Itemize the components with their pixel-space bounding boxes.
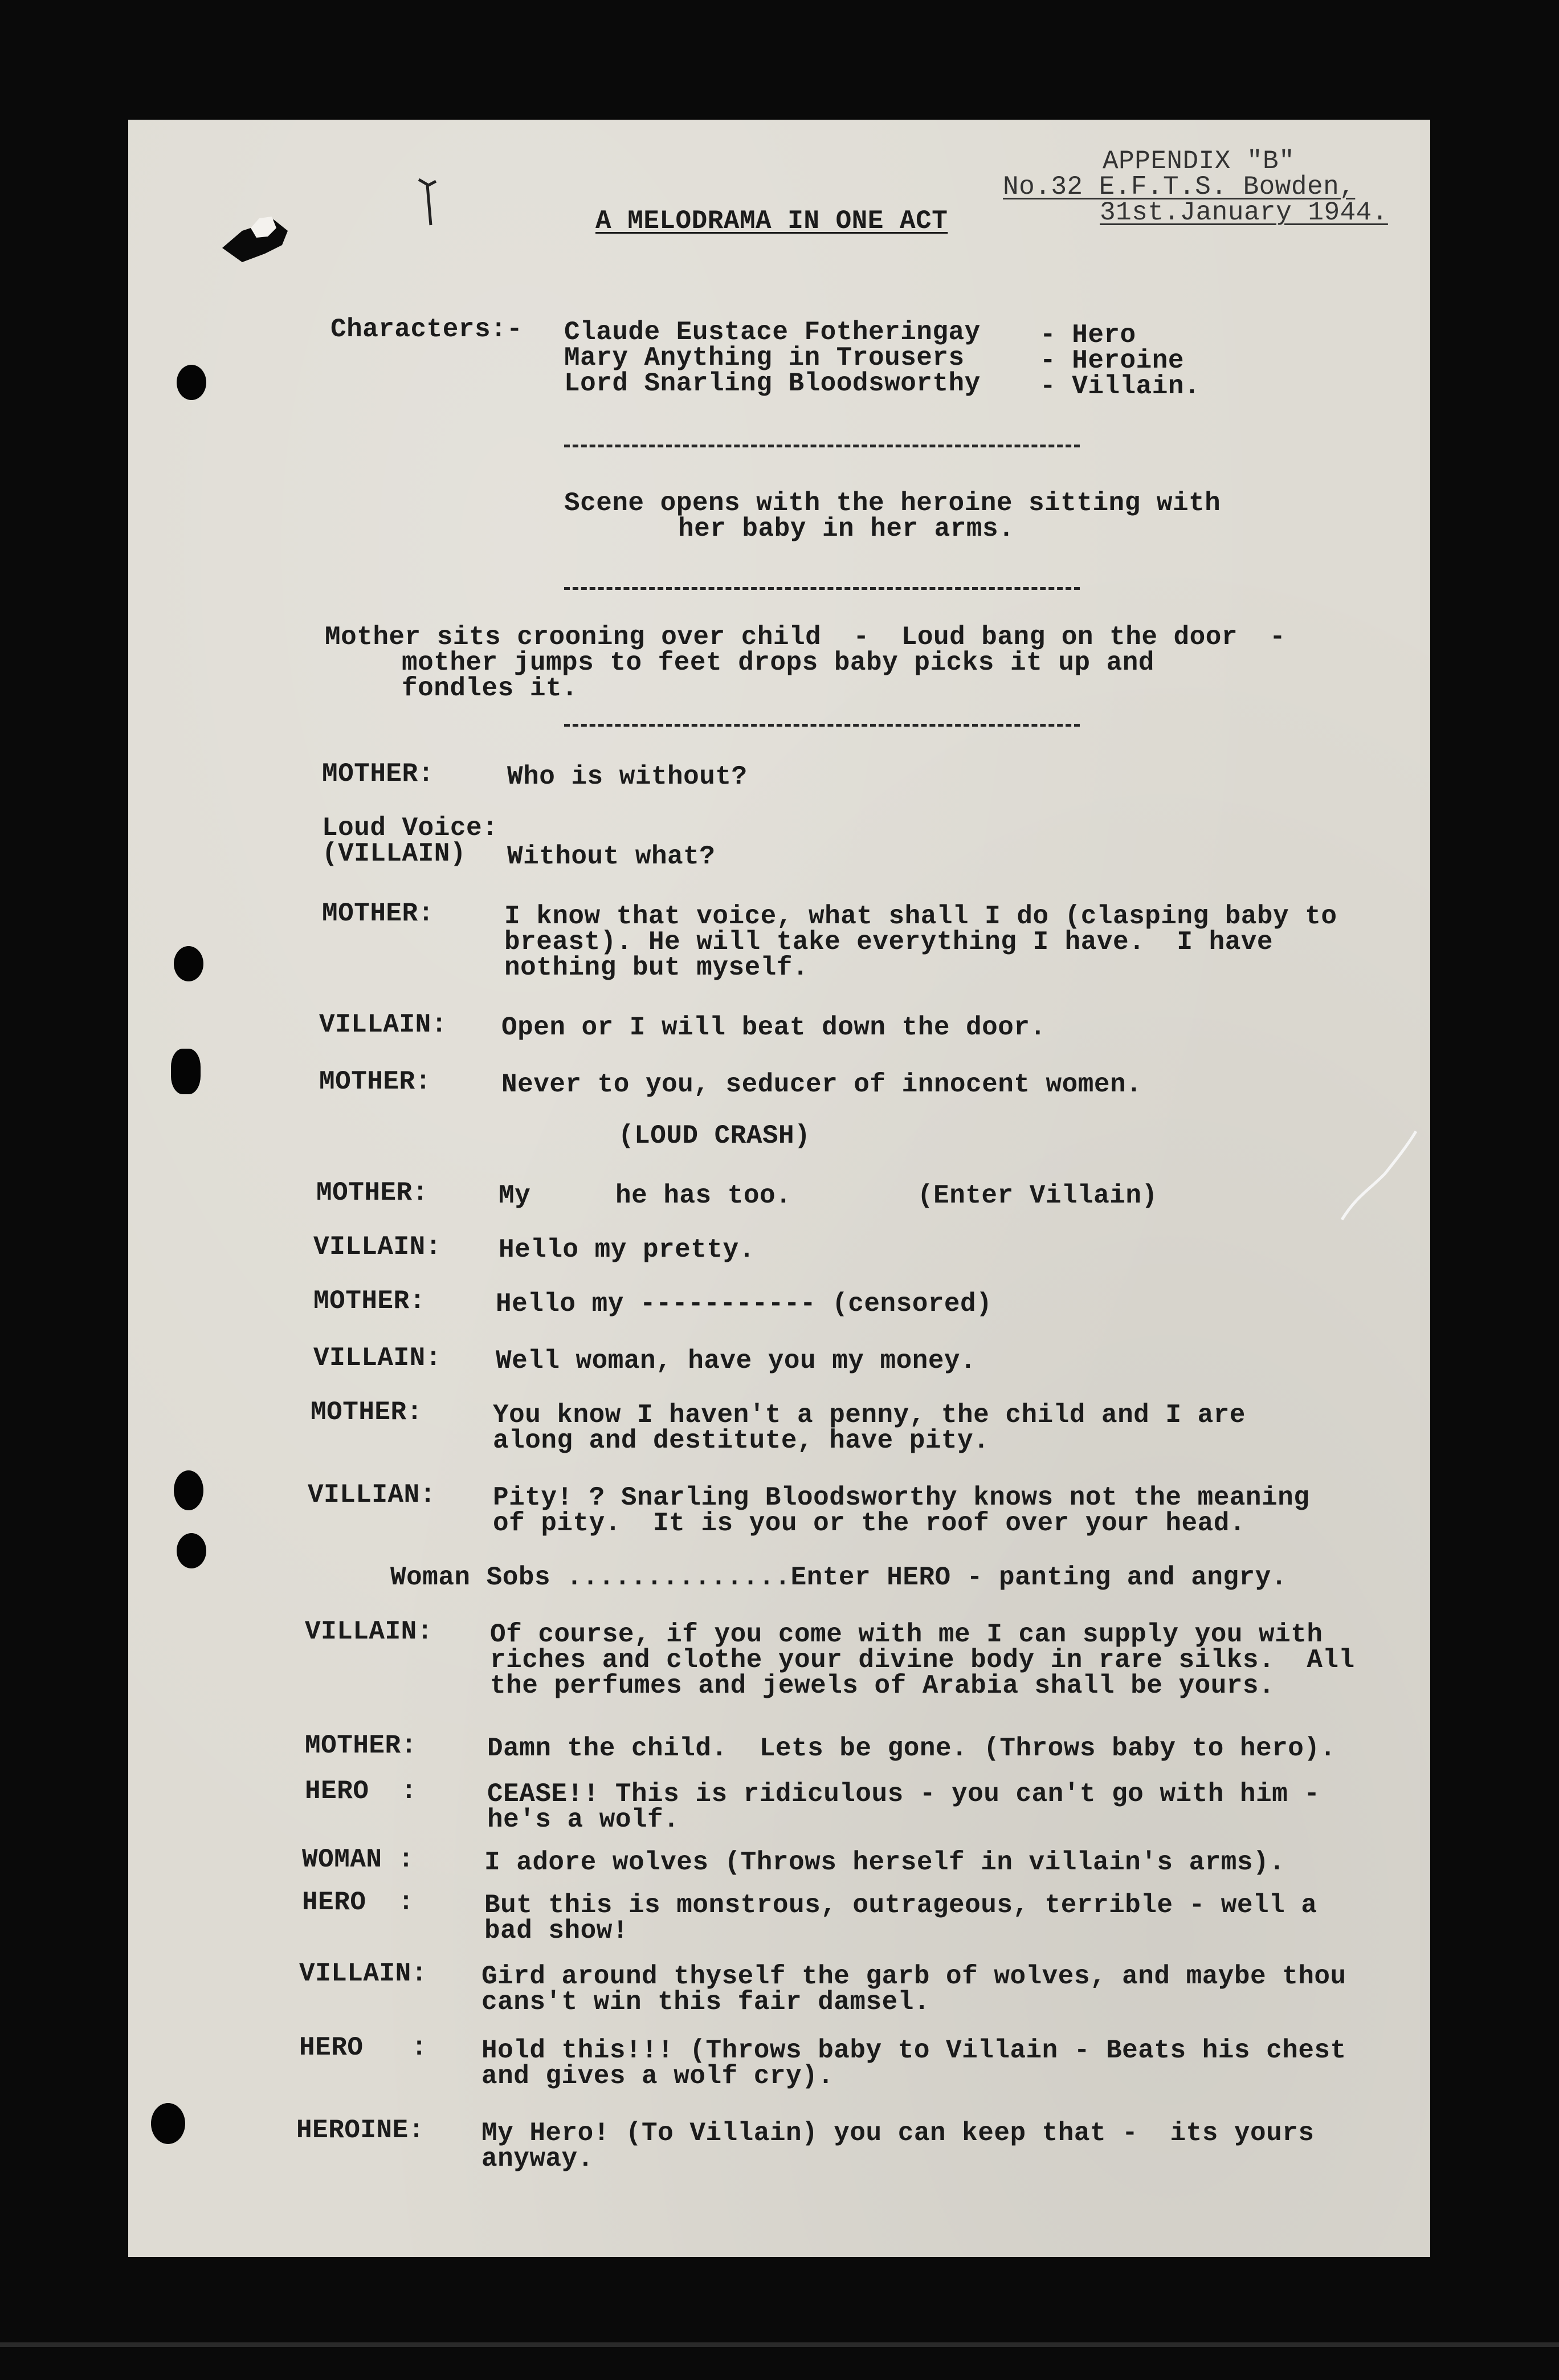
divider — [564, 445, 1080, 447]
speaker-label: (VILLAIN) — [322, 839, 466, 869]
document-page — [128, 120, 1430, 2257]
characters-label: Characters:- — [330, 315, 523, 344]
speaker-label: WOMAN : — [302, 1845, 414, 1874]
speaker-label: MOTHER: — [322, 899, 434, 928]
dialogue-line: You know I haven't a penny, the child and I are — [493, 1400, 1246, 1430]
dialogue-line: Hold this!!! (Throws baby to Villain - Beats his chest — [481, 2036, 1346, 2065]
divider — [564, 724, 1080, 727]
speaker-label: VILLAIN: — [299, 1959, 427, 1988]
dialogue-line: Open or I will beat down the door. — [501, 1013, 1046, 1042]
speaker-label: MOTHER: — [311, 1397, 423, 1427]
dialogue-line: My Hero! (To Villain) you can keep that - its yours — [481, 2118, 1315, 2148]
pen-stroke-mark — [416, 177, 439, 228]
punch-hole — [151, 2103, 185, 2144]
character-name: Lord Snarling Bloodsworthy — [564, 369, 981, 398]
punch-hole — [174, 1470, 203, 1510]
scratch-mark — [1339, 1128, 1419, 1225]
speaker-label: MOTHER: — [322, 759, 434, 789]
speaker-label: VILLAIN: — [305, 1617, 433, 1647]
dialogue-line: Damn the child. Lets be gone. (Throws baby to hero). — [487, 1734, 1336, 1763]
dialogue-line: riches and clothe your divine body in rare silks. All — [490, 1645, 1355, 1675]
dialogue-line: he's a wolf. — [487, 1805, 680, 1835]
stage-direction: mother jumps to feet drops baby picks it up and — [402, 648, 1154, 678]
stage-direction: fondles it. — [402, 674, 578, 703]
dialogue-line: Hello my pretty. — [499, 1235, 755, 1265]
dialogue-line: and gives a wolf cry). — [481, 2061, 834, 2091]
dialogue-line: Without what? — [507, 842, 716, 871]
dialogue-line: Who is without? — [507, 762, 748, 792]
document-date: 31st.January 1944. — [1100, 198, 1388, 227]
speaker-label: HERO : — [299, 2033, 427, 2063]
character-role: - Hero — [1040, 320, 1136, 350]
dialogue-line: Hello my ----------- (censored) — [496, 1289, 993, 1319]
character-name: Claude Eustace Fotheringay — [564, 317, 981, 347]
dialogue-line: nothing but myself. — [504, 953, 809, 983]
dialogue-line: Never to you, seducer of innocent women. — [501, 1070, 1142, 1099]
speaker-label: MOTHER: — [313, 1286, 426, 1316]
speaker-label: MOTHER: — [316, 1178, 428, 1208]
speaker-label: VILLAIN: — [319, 1010, 447, 1040]
dialogue-line: CEASE!! This is ridiculous - you can't go with him - — [487, 1779, 1320, 1809]
speaker-label: VILLAIN: — [313, 1343, 442, 1373]
speaker-label: VILLAIN: — [313, 1232, 442, 1262]
stage-direction: Woman Sobs ..............Enter HERO - panting and angry. — [390, 1563, 1287, 1592]
speaker-label: HERO : — [302, 1888, 414, 1917]
dialogue-line: I adore wolves (Throws herself in villain's arms). — [484, 1848, 1285, 1877]
speaker-label: Loud Voice: — [322, 813, 499, 843]
speaker-label: VILLIAN: — [308, 1480, 436, 1510]
character-role: - Villain. — [1040, 372, 1201, 401]
dialogue-line: I know that voice, what shall I do (clasping baby to — [504, 902, 1337, 931]
punch-hole — [171, 1049, 201, 1094]
page-title: A MELODRAMA IN ONE ACT — [595, 206, 948, 236]
film-edge — [0, 2342, 1559, 2347]
punch-hole — [177, 365, 206, 400]
punch-hole — [174, 946, 203, 981]
speaker-label: HERO : — [305, 1776, 417, 1806]
dialogue-line: Of course, if you come with me I can supply you with — [490, 1620, 1323, 1649]
dialogue-line: of pity. It is you or the roof over your head. — [493, 1509, 1246, 1538]
dialogue-line: Pity! ? Snarling Bloodsworthy knows not the meaning — [493, 1483, 1310, 1513]
speaker-label: MOTHER: — [305, 1731, 417, 1760]
character-name: Mary Anything in Trousers — [564, 343, 965, 373]
dialogue-line: Well woman, have you my money. — [496, 1346, 977, 1376]
dialogue-line: Gird around thyself the garb of wolves, and maybe thou — [481, 1962, 1346, 1991]
dialogue-line: along and destitute, have pity. — [493, 1426, 990, 1456]
stage-direction: (Enter Villain) — [917, 1181, 1158, 1211]
dialogue-line: anyway. — [481, 2144, 594, 2174]
speaker-label: MOTHER: — [319, 1067, 431, 1097]
torn-corner-mark — [219, 214, 293, 265]
scene-description: her baby in her arms. — [678, 514, 1015, 544]
unit-label: No.32 E.F.T.S. Bowden, — [1003, 172, 1356, 202]
dialogue-line: cans't win this fair damsel. — [481, 1987, 930, 2017]
dialogue-line: he has too. — [615, 1181, 792, 1211]
character-role: - Heroine — [1040, 346, 1184, 376]
punch-hole — [177, 1533, 206, 1568]
dialogue-line: My — [499, 1181, 531, 1211]
dialogue-line: bad show! — [484, 1916, 629, 1946]
stage-direction: (LOUD CRASH) — [618, 1121, 811, 1151]
scene-description: Scene opens with the heroine sitting with — [564, 488, 1221, 518]
stage-direction: Mother sits crooning over child - Loud bang on the door - — [325, 622, 1286, 652]
appendix-label: APPENDIX "B" — [1103, 146, 1295, 176]
speaker-label: HEROINE: — [296, 2116, 425, 2145]
dialogue-line: the perfumes and jewels of Arabia shall be yours. — [490, 1671, 1275, 1701]
dialogue-line: But this is monstrous, outrageous, terrible - well a — [484, 1890, 1317, 1920]
dialogue-line: breast). He will take everything I have. I have — [504, 927, 1274, 957]
divider — [564, 587, 1080, 590]
